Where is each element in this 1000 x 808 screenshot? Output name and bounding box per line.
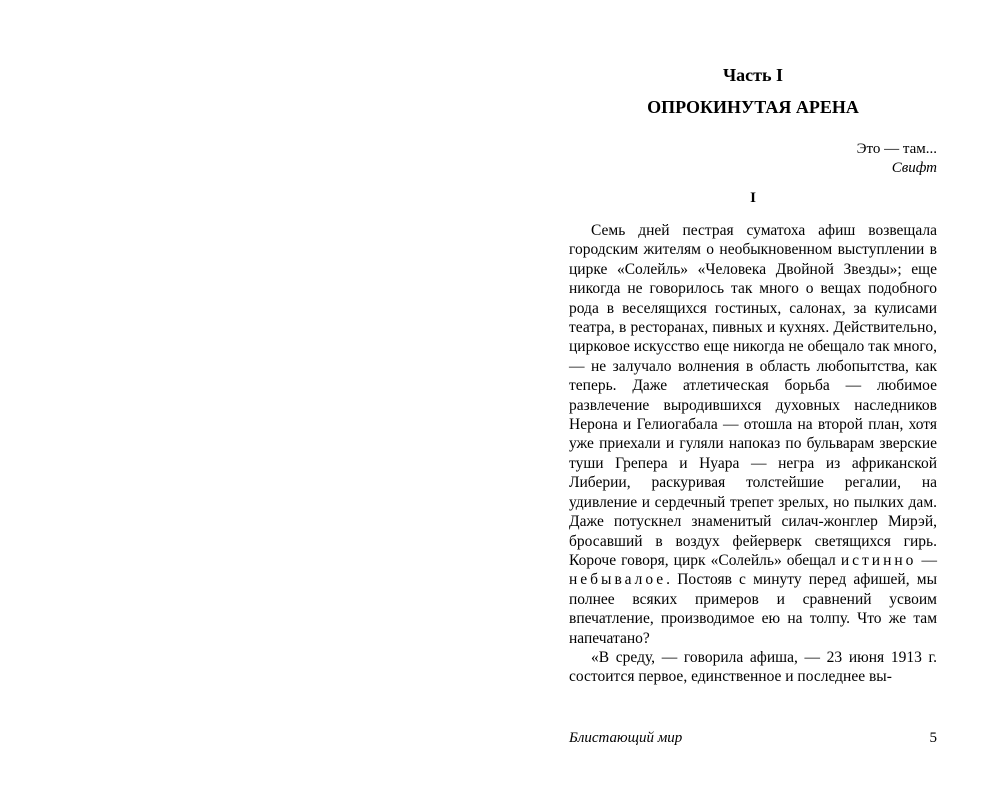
paragraph-2: «В среду, — говорила афиша, — 23 июня 1913 г. состоится первое, единственное и последнее вы- [569, 648, 937, 686]
emphasis-word-1: истинно [840, 551, 917, 569]
emphasis-dash: — [916, 551, 938, 569]
page-number: 5 [929, 730, 937, 746]
chapter-number: I [750, 190, 756, 206]
paragraph-1 [569, 221, 937, 648]
epigraph [569, 140, 937, 178]
paragraph-1-start: Семь дней пестрая суматоха афиш возвещала городским жителям о необыкновенном выступлении в цирке «Солейль» «Человека Двойной Звезды»; еще никогда не говорилось так много о вещах подобного рода в веселящихся гостиных, салонах, за кулисами театра, в ресторанах, пивных и кухнях. Действительно, цирковое искусство еще никогда не обещало так много, — не залучало волнения в область любопытства, как теперь. Даже атлетическая борьба — любимое развлечение выродившихся духовных наследников Нерона и Гелиогабала — отошла на второй план, хотя уже приехали и гуляли напоказ по бульварам зверские туши Грепера и Нуара — негра из африканской Либерии, раскуривая толстейшие регалии, на удивление и сердечный трепет зрелых, но пылких дам. Даже потускнел знаменитый силач-жонглер Мирэй, бросавший в воздух фейерверк светящихся гирь. Короче говоря, цирк «Солейль» обещал [569, 222, 937, 569]
paragraph-1-end: . Постояв с минуту перед афишей, мы полнее всяких примеров и сравнений усвоим впечатление, производимое ею на толпу. Что же там напечатано? [569, 571, 937, 647]
running-footer-title: Блистающий мир [569, 730, 683, 746]
emphasis-word-2: небывалое [569, 571, 667, 589]
epigraph-text: Это — там... [856, 141, 937, 157]
body-text [569, 221, 937, 687]
section-title: ОПРОКИНУТАЯ АРЕНА [647, 97, 859, 117]
epigraph-author: Свифт [891, 160, 937, 176]
part-title: Часть I [722, 65, 784, 85]
